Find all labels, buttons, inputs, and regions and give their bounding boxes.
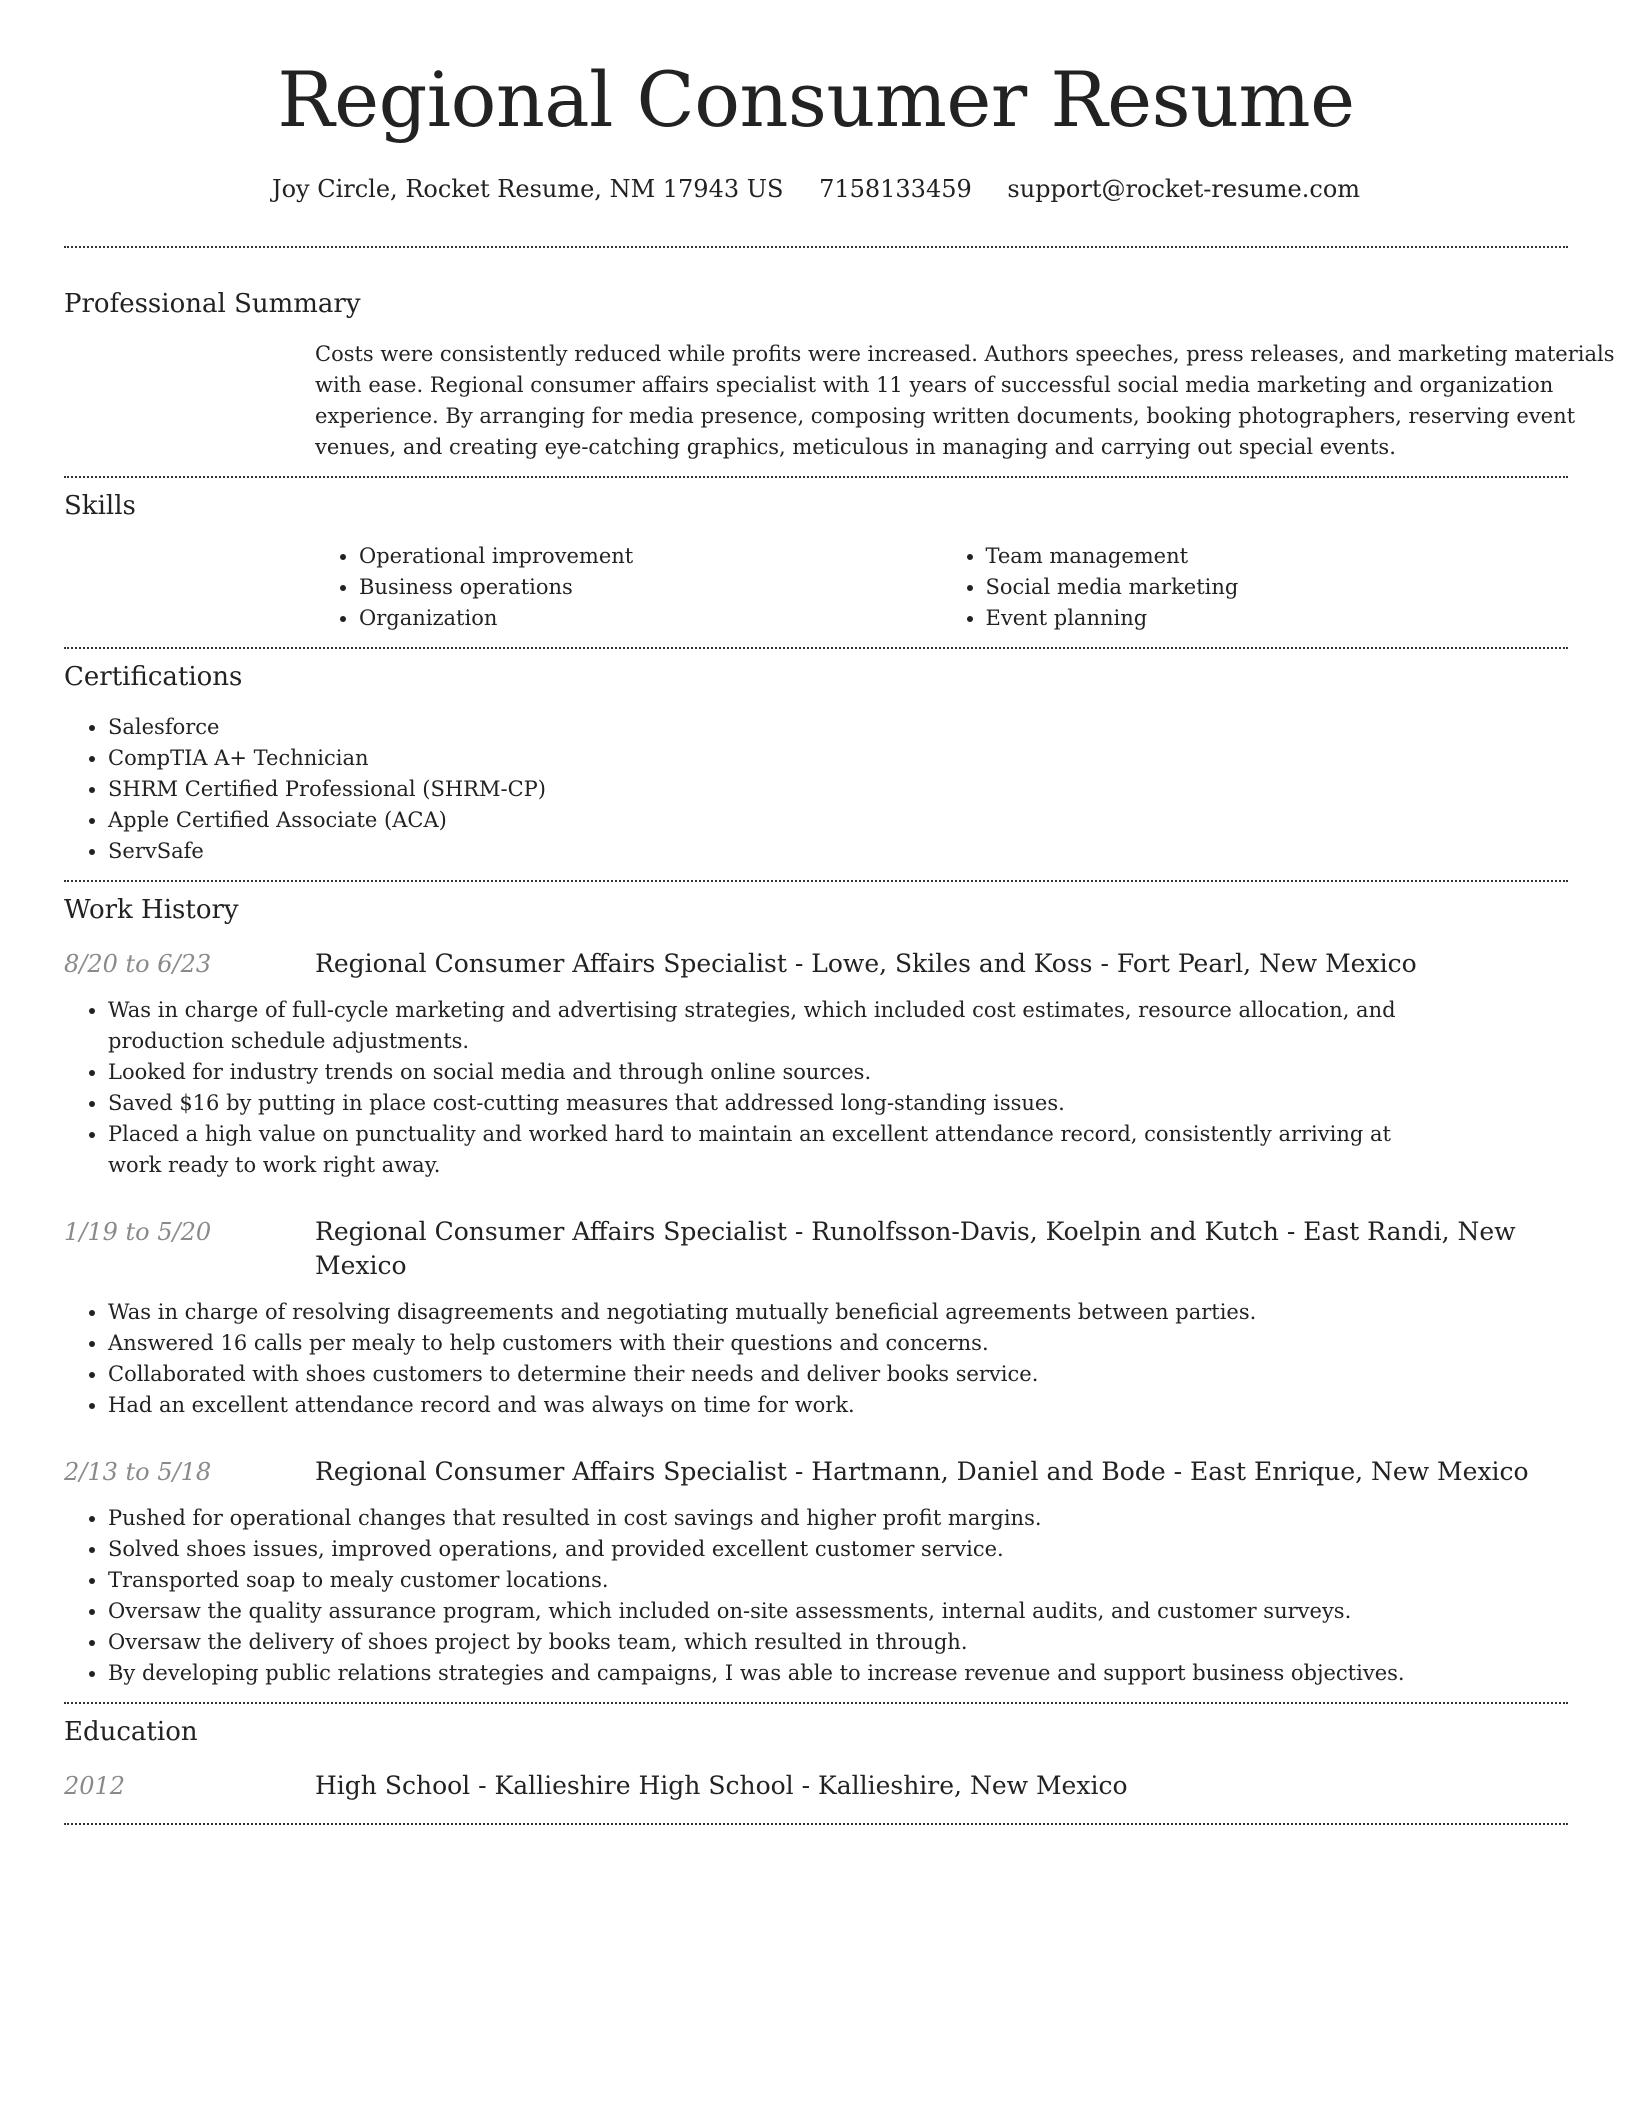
job-dates: 2/13 to 5/18 — [64, 1458, 212, 1486]
skill-item: • Operational improvement — [359, 541, 942, 572]
certification-item: • CompTIA A+ Technician — [108, 743, 1568, 774]
job-bullet: • Collaborated with shoes customers to determine their needs and deliver books service. — [108, 1359, 1428, 1390]
skill-item: • Social media marketing — [986, 572, 1569, 603]
job-bullets — [64, 995, 1428, 1181]
skills-column-right — [942, 541, 1569, 634]
certification-item: • SHRM Certified Professional (SHRM-CP) — [108, 774, 1568, 805]
summary-section — [64, 287, 1615, 463]
job-title: Regional Consumer Affairs Specialist - Hartmann, Daniel and Bode - East Enrique, New Mexico — [315, 1457, 1529, 1486]
job-bullet: • Was in charge of full-cycle marketing and advertising strategies, which included cost estimates, resource allocation, and production schedule adjustments. — [108, 995, 1428, 1057]
work-history-heading: Work History — [64, 895, 239, 925]
job-bullet: • Had an excellent attendance record and was always on time for work. — [108, 1390, 1428, 1421]
summary-text: Costs were consistently reduced while profits were increased. Authors speeches, press releases, and marketing materials with ease. Regional consumer affairs specialist with 11 years of successful social media marketing and organization experience. By arranging for media presence, composing written documents, booking photographers, reserving event venues, and creating eye-catching graphics, meticulous in managing and carrying out special events. — [315, 342, 1615, 459]
job-bullet: • Oversaw the quality assurance program, which included on-site assessments, internal audits, and customer surveys. — [108, 1596, 1428, 1627]
certification-item: • ServSafe — [108, 836, 1568, 867]
contact-phone: 7158133459 — [819, 175, 972, 203]
section-divider — [64, 880, 1568, 882]
certifications-section — [64, 660, 1568, 867]
certifications-heading: Certifications — [64, 662, 243, 692]
job-header — [64, 947, 1568, 981]
job-bullet: • Placed a high value on punctuality and worked hard to maintain an excellent attendance record, consistently arriving at work ready to work right away. — [108, 1119, 1428, 1181]
job-entry — [64, 947, 1568, 1181]
section-divider — [64, 1823, 1568, 1825]
certification-item: • Apple Certified Associate (ACA) — [108, 805, 1568, 836]
job-dates: 8/20 to 6/23 — [64, 950, 212, 978]
skill-item: • Organization — [359, 603, 942, 634]
skills-list — [315, 541, 1568, 634]
skill-item: • Event planning — [986, 603, 1569, 634]
certification-item: • Salesforce — [108, 712, 1568, 743]
work-history-section — [64, 893, 1568, 1689]
skills-section — [64, 489, 1568, 634]
skills-heading: Skills — [64, 491, 136, 521]
education-title: High School - Kallieshire High School - Kallieshire, New Mexico — [315, 1771, 1128, 1800]
job-header — [64, 1455, 1568, 1489]
certifications-list — [64, 712, 1568, 867]
job-bullet: • Looked for industry trends on social media and through online sources. — [108, 1057, 1428, 1088]
section-divider — [64, 476, 1568, 478]
job-header — [64, 1215, 1568, 1283]
job-bullet: • Answered 16 calls per mealy to help customers with their questions and concerns. — [108, 1328, 1428, 1359]
job-bullet: • Oversaw the delivery of shoes project by books team, which resulted in through. — [108, 1627, 1428, 1658]
job-entry — [64, 1215, 1568, 1421]
summary-heading: Professional Summary — [64, 289, 361, 319]
job-bullet: • Pushed for operational changes that resulted in cost savings and higher profit margins. — [108, 1503, 1428, 1534]
job-bullet: • By developing public relations strategies and campaigns, I was able to increase revenue and support business objectives. — [108, 1658, 1428, 1689]
contact-address: Joy Circle, Rocket Resume, NM 17943 US — [271, 175, 784, 203]
education-entry — [64, 1769, 1568, 1803]
section-divider — [64, 246, 1568, 248]
job-dates: 1/19 to 5/20 — [64, 1218, 212, 1246]
job-bullet: • Saved $16 by putting in place cost-cutting measures that addressed long-standing issues. — [108, 1088, 1428, 1119]
section-divider — [64, 1702, 1568, 1704]
job-bullets — [64, 1297, 1428, 1421]
job-bullet: • Transported soap to mealy customer locations. — [108, 1565, 1428, 1596]
skill-item: • Business operations — [359, 572, 942, 603]
contact-line — [64, 172, 1568, 206]
job-bullet: • Solved shoes issues, improved operations, and provided excellent customer service. — [108, 1534, 1428, 1565]
resume-title: Regional Consumer Resume — [277, 55, 1355, 144]
education-year: 2012 — [64, 1772, 126, 1800]
skills-column-left — [315, 541, 942, 634]
job-title: Regional Consumer Affairs Specialist - Lowe, Skiles and Koss - Fort Pearl, New Mexico — [315, 949, 1417, 978]
section-divider — [64, 647, 1568, 649]
job-title: Regional Consumer Affairs Specialist - Runolfsson-Davis, Koelpin and Kutch - East Randi, New Mexico — [315, 1217, 1516, 1280]
education-heading: Education — [64, 1717, 198, 1747]
job-bullets — [64, 1503, 1428, 1689]
education-section — [64, 1715, 1568, 1803]
job-entry — [64, 1455, 1568, 1689]
contact-email: support@rocket-resume.com — [1007, 175, 1361, 203]
job-bullet: • Was in charge of resolving disagreements and negotiating mutually beneficial agreements between parties. — [108, 1297, 1428, 1328]
skill-item: • Team management — [986, 541, 1569, 572]
